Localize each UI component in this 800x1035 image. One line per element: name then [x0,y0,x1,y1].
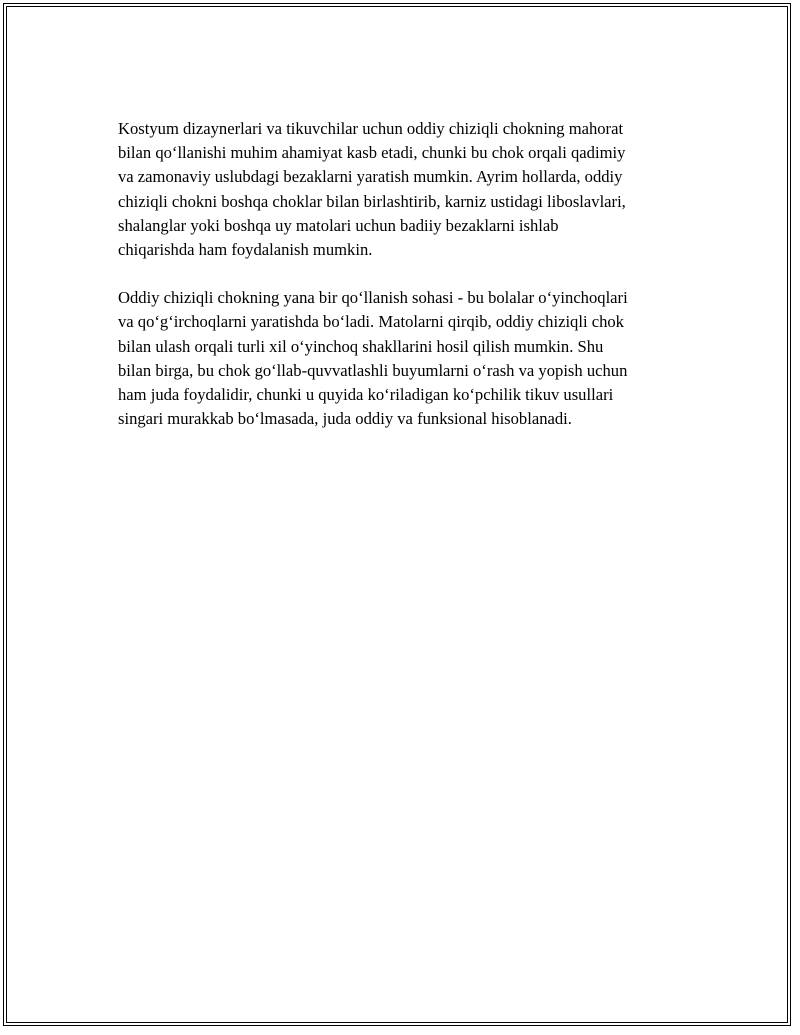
paragraph-2 [118,286,698,431]
text-line: singari murakkab bo‘lmasada, juda oddiy va funksional hisoblanadi. [118,409,572,429]
text-line: bilan qo‘llanishi muhim ahamiyat kasb etadi, chunki bu chok orqali qadimiy [118,143,626,163]
text-line: shalanglar yoki boshqa uy matolari uchun badiiy bezaklarni ishlab [118,215,559,235]
text-line: va qo‘g‘irchoqlarni yaratishda bo‘ladi. Matolarni qirqib, oddiy chiziqli chok [118,312,624,332]
text-line: chiziqli chokni boshqa choklar bilan birlashtirib, karniz ustidagi liboslavlari, [118,191,626,211]
paragraph-1 [118,117,698,262]
text-line: bilan birga, bu chok go‘llab-quvvatlashli buyumlarni o‘rash va yopish uchun [118,360,628,380]
text-line: bilan ulash orqali turli xil o‘yinchoq shakllarini hosil qilish mumkin. Shu [118,336,604,356]
text-line: Kostyum dizaynerlari va tikuvchilar uchun oddiy chiziqli chokning mahorat [118,119,624,138]
text-line: Oddiy chiziqli chokning yana bir qo‘llanish sohasi - bu bolalar o‘yinchoqlari [118,288,628,308]
text-line: ham juda foydalidir, chunki u quyida ko‘riladigan ko‘pchilik tikuv usullari [118,385,614,405]
text-line: chiqarishda ham foydalanish mumkin. [118,240,373,260]
document-body [118,117,698,455]
text-line: va zamonaviy uslubdagi bezaklarni yaratish mumkin. Ayrim hollarda, oddiy [118,167,623,187]
